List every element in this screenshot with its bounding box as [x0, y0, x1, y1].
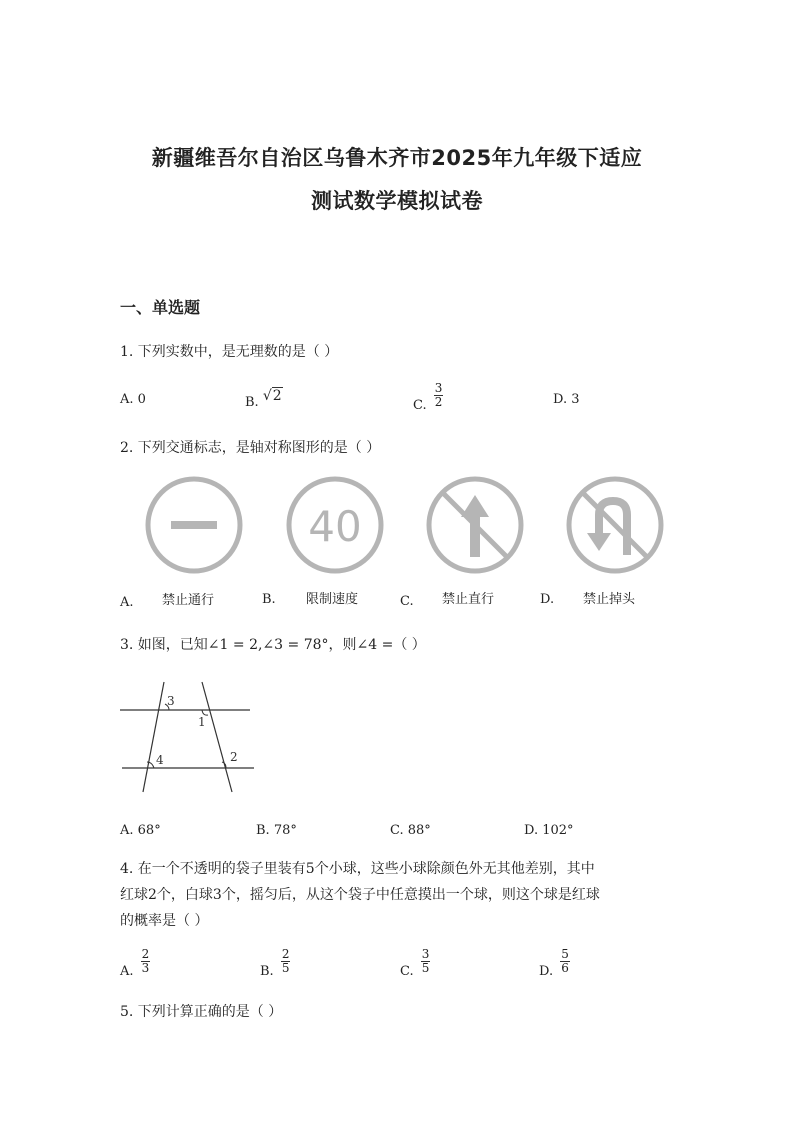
fraction-numerator: 2: [281, 947, 290, 961]
speed-limit-sign-icon: [285, 475, 385, 575]
speed-limit-value: 40: [308, 502, 362, 551]
section-heading: 一、单选题: [120, 298, 201, 317]
q4-option-d-letter: D.: [539, 964, 554, 979]
q3-option-c: C. 88°: [390, 823, 431, 838]
question-5-stem: 5. 下列计算正确的是（ ）: [120, 1004, 283, 1020]
angle-label-2: 2: [230, 750, 238, 764]
q2-option-d-caption: 禁止掉头: [583, 592, 636, 607]
fraction-numerator: 3: [421, 947, 430, 961]
question-4-line-2: 红球2个，白球3个，摇匀后，从这个袋子中任意摸出一个球，则这个球是红球: [120, 887, 600, 903]
q4-option-d-fraction: [560, 948, 570, 975]
q4-option-a: [120, 947, 150, 979]
angle-label-4: 4: [156, 753, 164, 767]
angle-label-3: 3: [167, 694, 175, 708]
question-4-line-1: 4. 在一个不透明的袋子里装有5个小球，这些小球除颜色外无其他差别，其中: [120, 861, 595, 877]
fraction-numerator: 3: [434, 381, 443, 395]
q1-option-c: [413, 381, 443, 413]
fraction-denominator: 2: [434, 395, 443, 409]
q1-option-b-radicand: 2: [272, 388, 282, 404]
q3-option-b: B. 78°: [256, 823, 297, 838]
q2-option-d-letter: D.: [540, 592, 555, 607]
page-title-line-2: 测试数学模拟试卷: [311, 189, 483, 213]
q2-option-c-caption: 禁止直行: [442, 592, 495, 607]
question-4-stem: [120, 856, 680, 934]
q2-option-b-letter: B.: [262, 592, 276, 607]
fraction-numerator: 2: [141, 947, 150, 961]
q4-option-c-letter: C.: [400, 964, 414, 979]
fraction-denominator: 3: [141, 961, 150, 975]
q2-option-a-caption: 禁止通行: [162, 593, 215, 608]
q1-option-c-letter: C.: [413, 398, 427, 413]
fraction-denominator: 6: [561, 961, 569, 975]
no-straight-sign-icon: [425, 475, 525, 575]
q4-option-c-fraction: [421, 948, 431, 975]
fraction-denominator: 5: [281, 961, 290, 975]
question-3-stem: 3. 如图，已知∠1 = 2,∠3 = 78°，则∠4 =（ ）: [120, 637, 426, 653]
question-4-line-3: 的概率是（ ）: [120, 913, 209, 929]
q2-option-b-caption: 限制速度: [306, 592, 359, 607]
q2-option-c-letter: C.: [400, 594, 414, 609]
q4-option-a-letter: A.: [120, 964, 134, 979]
q1-option-d: D. 3: [553, 392, 580, 407]
q4-option-c: [400, 947, 430, 979]
q1-option-c-fraction: [434, 382, 444, 409]
q3-option-d: D. 102°: [524, 823, 574, 838]
no-entry-sign-icon: [144, 475, 244, 575]
fraction-numerator: 5: [561, 947, 569, 961]
no-u-turn-sign-icon: [565, 475, 665, 575]
parallel-lines-diagram: [118, 678, 258, 798]
angle-label-1: 1: [198, 715, 206, 729]
q4-option-a-fraction: [141, 948, 151, 975]
q2-option-a-letter: A.: [120, 595, 134, 610]
q4-option-b-fraction: [281, 948, 291, 975]
q3-option-a: A. 68°: [120, 823, 161, 838]
fraction-denominator: 5: [421, 961, 430, 975]
traffic-signs-row: [120, 475, 680, 615]
q4-option-b-letter: B.: [260, 964, 274, 979]
page-title-line-1: 新疆维吾尔自治区乌鲁木齐市2025年九年级下适应: [151, 146, 643, 170]
q1-option-a: A. 0: [120, 392, 146, 407]
q4-option-d: [539, 947, 570, 979]
q1-option-b-letter: B.: [245, 395, 259, 410]
question-1-stem: 1. 下列实数中，是无理数的是（ ）: [120, 344, 339, 360]
q4-option-b: [260, 947, 290, 979]
question-2-stem: 2. 下列交通标志，是轴对称图形的是（ ）: [120, 440, 381, 456]
sqrt-symbol: √2: [262, 388, 282, 404]
q1-option-b: [245, 388, 283, 410]
